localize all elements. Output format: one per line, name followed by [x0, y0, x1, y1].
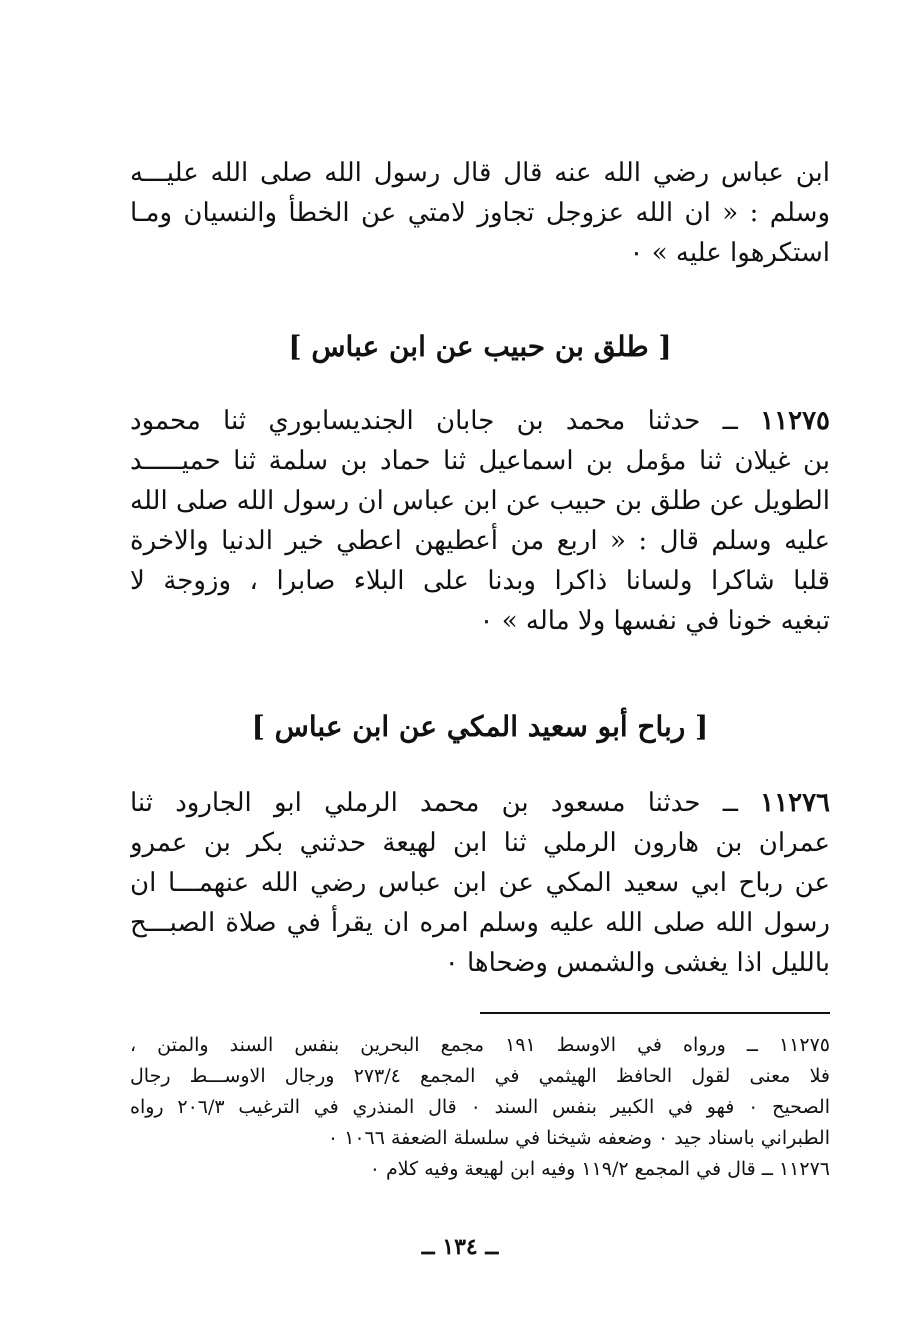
page-number: ــ ١٣٤ ــ [421, 1234, 499, 1260]
text-line: وسلم : « ان الله عزوجل تجاوز لامتي عن الخطأ والنسيان ومـا [130, 198, 830, 228]
text-line: بن غيلان ثنا مؤمل بن اسماعيل ثنا حماد بن سلمة ثنا حميـــــد [130, 446, 830, 476]
hadith-text: ــ حدثنا مسعود بن محمد الرملي ابو الجارود ثنا [130, 788, 738, 818]
section-heading-rabah: [ رباح أبو سعيد المكي عن ابن عباس ] [251, 710, 709, 743]
footnote-separator [480, 1012, 830, 1014]
text-line: ابن عباس رضي الله عنه قال قال رسول الله صلى الله عليـــه [130, 158, 830, 188]
footnote-line: فلا معنى لقول الحافظ الهيثمي في المجمع ٢٧٣/٤ ورجال الاوســـط رجال [130, 1065, 830, 1087]
hadith-11276 [130, 783, 830, 983]
text-line [130, 401, 830, 441]
section-heading-talq: [ طلق بن حبيب عن ابن عباس ] [288, 330, 672, 363]
text-line: بالليل اذا يغشى والشمس وضحاها ٠ [444, 948, 830, 978]
text-line: الطويل عن طلق بن حبيب عن ابن عباس ان رسول الله صلى الله [130, 486, 830, 516]
text-line: عن رباح ابي سعيد المكي عن ابن عباس رضي الله عنهمـــا ان [130, 868, 830, 898]
footnote-line: الصحيح ٠ فهو في الكبير بنفس السند ٠ قال المنذري في الترغيب ٢٠٦/٣ رواه [130, 1096, 830, 1118]
text-line [130, 783, 830, 823]
footnotes [130, 1030, 830, 1185]
hadith-11275 [130, 401, 830, 641]
hadith-number: ١١٢٧٦ [760, 788, 830, 818]
hadith-text: ــ حدثنا محمد بن جابان الجنديسابوري ثنا محمود [130, 406, 738, 436]
intro-paragraph [130, 153, 830, 273]
text-line: رسول الله صلى الله عليه وسلم امره ان يقرأ في صلاة الصبـــح [130, 908, 830, 938]
footnote-line: الطبراني باسناد جيد ٠ وضعفه شيخنا في سلسلة الضعفة ١٠٦٦ ٠ [327, 1127, 830, 1149]
text-line: استكرهوا عليه » ٠ [629, 238, 830, 268]
text-line: عليه وسلم قال : « اربع من أعطيهن اعطي خير الدنيا والاخرة [130, 526, 830, 556]
hadith-number: ١١٢٧٥ [760, 406, 830, 436]
footnote-line: ١١٢٧٥ ــ ورواه في الاوسط ١٩١ مجمع البحرين بنفس السند والمتن ، [130, 1034, 830, 1056]
text-line: تبغيه خونا في نفسها ولا ماله » ٠ [479, 606, 830, 636]
footnote-line: ١١٢٧٦ ــ قال في المجمع ١١٩/٢ وفيه ابن لهيعة وفيه كلام ٠ [369, 1158, 830, 1180]
text-line: قلبا شاكرا ولسانا ذاكرا وبدنا على البلاء صابرا ، وزوجة لا [130, 566, 830, 596]
text-line: عمران بن هارون الرملي ثنا ابن لهيعة حدثني بكر بن عمرو [130, 828, 830, 858]
